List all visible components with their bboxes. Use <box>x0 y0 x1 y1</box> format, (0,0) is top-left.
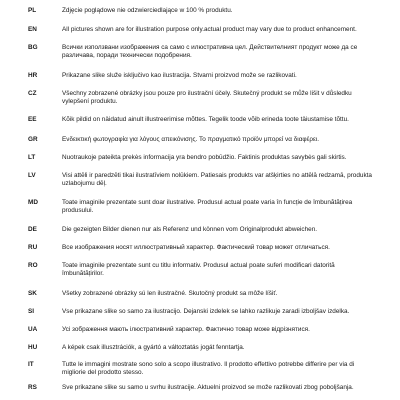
disclaimer-text: Nuotraukoje pateikta prekės informacija yra bendro pobūdžio. Faktinis produktas savybės gali skirtis. <box>62 154 347 161</box>
language-code: HR <box>28 72 38 79</box>
disclaimer-text: Die gezeigten Bilder dienen nur als Referenz und können vom Originalprodukt abweichen. <box>62 226 318 233</box>
disclaimer-text: Toate imaginile prezentate sunt doar ilustrative. Produsul actual poate varia în funcție de îmbunătățirea produsului. <box>62 199 353 214</box>
disclaimer-text: Sve prikazane slike su samo u svrhu ilustracije. Aktuelni proizvod se može razlikovati zbog poboljšanja. <box>62 384 354 391</box>
disclaimer-text: Všechny zobrazené obrázky jsou pouze pro ilustrační účely. Skutečný produkt se může lišit v důsledku vylepšení produktu. <box>62 90 352 105</box>
language-code: SI <box>28 308 35 315</box>
disclaimer-text: Toate imaginile prezentate sunt cu titlu informativ. Produsul actual poate suferi modificari datorită îmbunătățirilor. <box>62 262 335 277</box>
disclaimer-text: Zdjęcie poglądowe nie odzwierciedlające w 100 % produktu. <box>62 7 233 14</box>
disclaimer-text: Vse prikazane slike so samo za ilustracijo. Dejanski izdelek se lahko razlikuje zaradi izboljšav izdelka. <box>62 308 350 315</box>
language-code: BG <box>28 44 38 51</box>
language-code: MD <box>28 199 38 206</box>
language-code: RU <box>28 244 38 251</box>
disclaimer-text: Ενδεικτική φωτογραφία για λόγους απεικόνισης. Το πραγματικό προϊόν μπορεί να διαφέρει. <box>62 136 320 143</box>
language-code: LV <box>28 172 36 179</box>
language-code: SK <box>28 290 37 297</box>
disclaimer-text: Visi attēli ir paredzēti tikai ilustratīviem nolūkiem. Patiesais produkts var atšķirties no attēlā redzamā, produkta uzlabojumu dēļ. <box>62 172 372 187</box>
disclaimer-text: All pictures shown are for illustration purpose only.actual product may vary due to product enhancement. <box>62 26 357 33</box>
disclaimer-text: Все изображения носят иллюстративный характер. Фактический товар может отличаться. <box>62 244 330 251</box>
disclaimer-text: Всички използвани изображения са само с илюстративна цел. Действителният продукт може да се различава, поради технически подобрения. <box>62 44 358 59</box>
disclaimer-text: Kõik pildid on näidatud ainult illustreerimise mõttes. Tegelik toode võib erineda toote täiustamise tõttu. <box>62 116 349 123</box>
language-code: DE <box>28 226 37 233</box>
disclaimer-text: Усі зображення мають ілюстративний характер. Фактично товар може відрізнятися. <box>62 326 310 333</box>
language-code: PL <box>28 7 37 14</box>
language-code: IT <box>28 361 34 368</box>
disclaimer-text: Všetky zobrazené obrázky sú len ilustračné. Skutočný produkt sa môže líšiť. <box>62 290 278 297</box>
language-code: EE <box>28 116 37 123</box>
language-code: RO <box>28 262 38 269</box>
language-code: RS <box>28 384 37 391</box>
language-code: EN <box>28 26 37 33</box>
language-code: HU <box>28 344 38 351</box>
disclaimer-text: Tutte le immagini mostrate sono solo a scopo illustrativo. Il prodotto effettivo potrebbe differire per via di migliorie del prodotto stesso. <box>62 361 355 376</box>
language-code: UA <box>28 326 38 333</box>
language-code: CZ <box>28 90 37 97</box>
language-code: GR <box>28 136 38 143</box>
language-code: LT <box>28 154 36 161</box>
disclaimer-text: A képek csak illusztrációk, a gyártó a változtatás jogát fenntartja. <box>62 344 245 351</box>
disclaimer-text: Prikazane slike služe isključivo kao ilustracija. Stvarni proizvod može se razlikovati. <box>62 72 297 79</box>
